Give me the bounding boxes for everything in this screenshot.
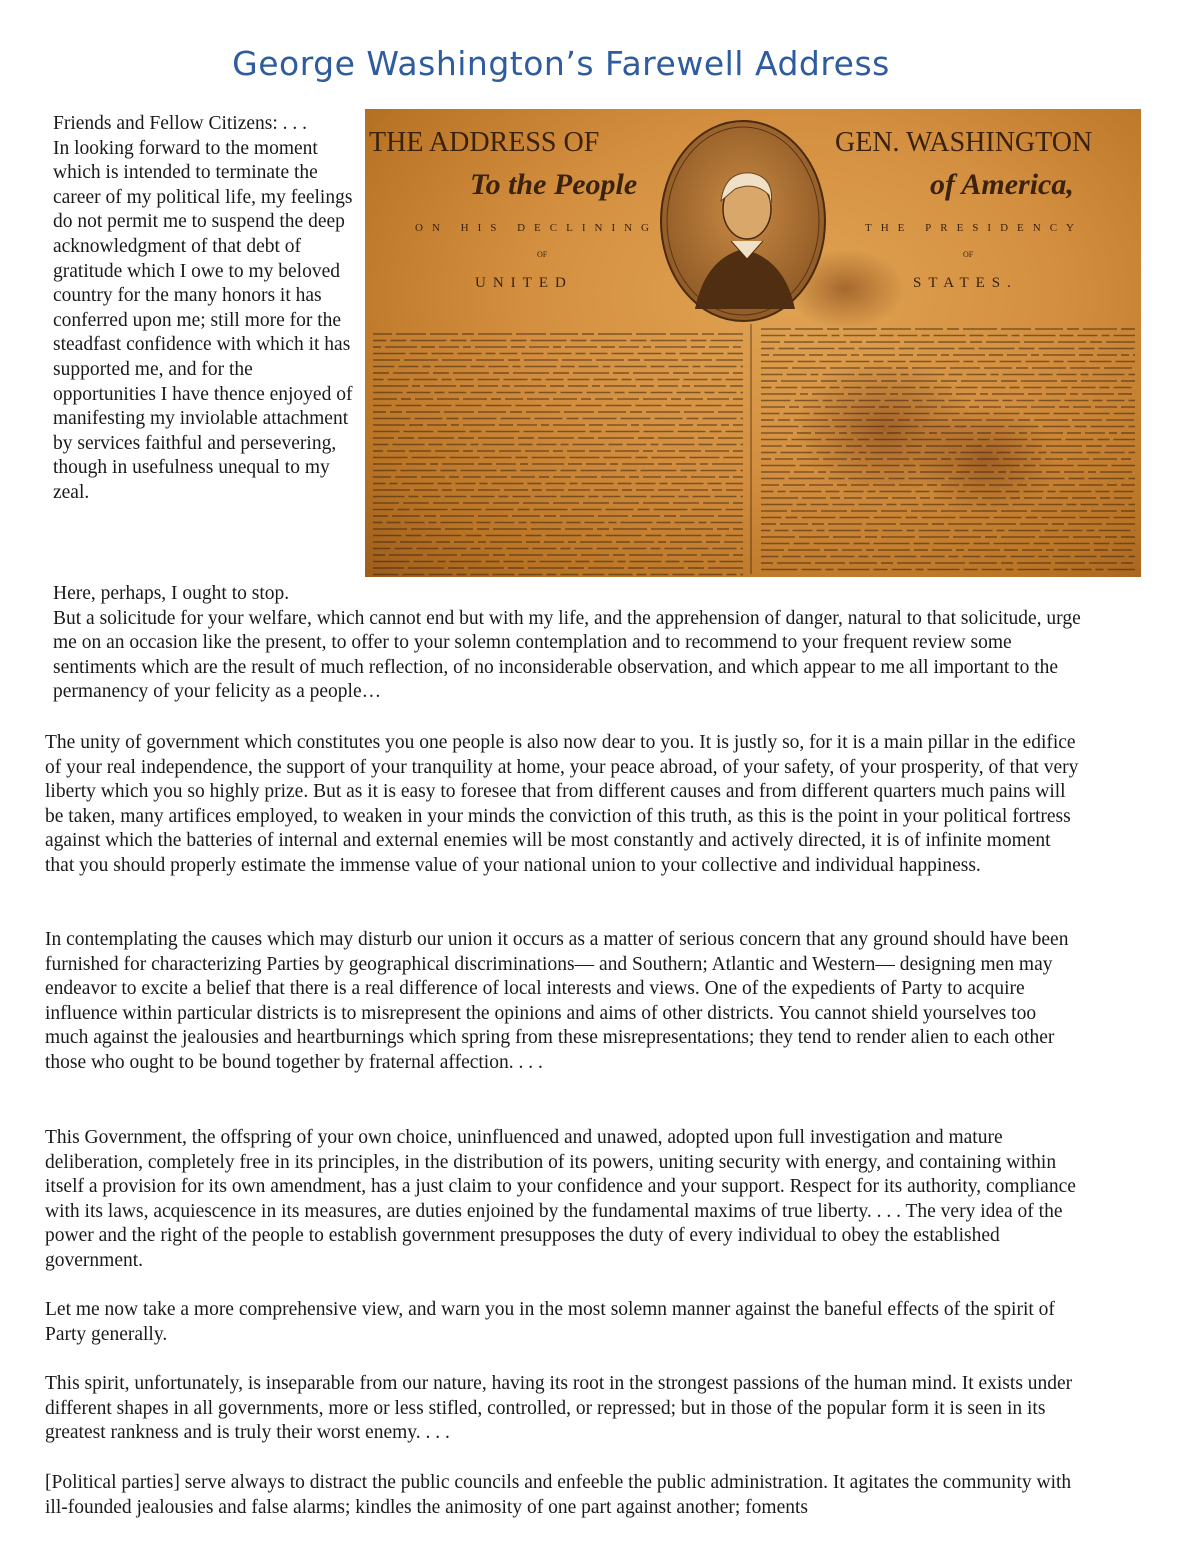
paragraph-spirit-of-party: This spirit, unfortunately, is inseparable from our nature, having its root in the strongest passions of the human mind. It exists under different shapes in all governments, more or less stifled, controlled, or repressed; but in those of the popular form it is seen in its greatest rankness and is truly their worst enemy. . . .: [45, 1373, 1073, 1444]
broadside-line3-left: ON HIS DECLINING: [415, 222, 658, 234]
portrait-medallion: [661, 121, 825, 321]
broadside-subheading-right: of America,: [930, 168, 1074, 201]
salutation: Friends and Fellow Citizens: . . .: [53, 113, 308, 134]
paragraph-unity: The unity of government which constitutes you one people is also now dear to you. It is justly so, for it is a main pillar in the edifice of your real independence, the support of your tranquility at home, your peace abroad, of your safety, of your prosperity, of that very liberty which you so highly prize. But as it is easy to foresee that from different causes and from different quarters much pains will be taken, many artifices employed, to weaken in your minds the conviction of this truth, as this is the point in your political fortress against which the batteries of internal and external enemies will be most constantly and actively directed, it is of infinite moment that you should properly estimate the immense value of your national union to your collective and individual happiness.: [45, 732, 1079, 876]
broadside-of-right: OF: [963, 250, 974, 259]
paragraph-comprehensive-view: Let me now take a more comprehensive view, and warn you in the most solemn manner against the baneful effects of the spirit of Party generally.: [45, 1299, 1055, 1345]
broadside-subheading-left: To the People: [470, 168, 638, 201]
paragraph-government: This Government, the offspring of your own choice, uninfluenced and unawed, adopted upon full investigation and mature deliberation, completely free in its principles, in the distribution of its powers, uniting security with energy, and containing within itself a provision for its own amendment, has a just claim to your confidence and your support. Respect for its authority, compliance with its laws, acquiescence in its measures, are duties enjoined by the fundamental maxims of true liberty. . . . The very idea of the power and the right of the people to establish government presupposes the duty of every individual to obey the established government.: [45, 1127, 1076, 1271]
broadside-fine-print: [373, 329, 1135, 575]
intro-block: [53, 112, 353, 506]
broadside-line3-right: THE PRESIDENCY: [865, 222, 1083, 234]
paragraph-union: In contemplating the causes which may disturb our union it occurs as a matter of serious concern that any ground should have been furnished for characterizing Parties by geographical discriminations— and Southern; Atlantic and Western— designing men may endeavor to excite a belief that there is a real difference of local interests and views. One of the expedients of Party to acquire influence within particular districts is to misrepresent the opinions and aims of other districts. You cannot shield yourselves too much against the jealousies and heartburnings which spring from these misrepresentations; they tend to render alien to each other those who ought to be bound together by fraternal affection. . . .: [45, 929, 1069, 1073]
broadside-states: STATES.: [913, 275, 1018, 291]
page-title: George Washington’s Farewell Address: [232, 44, 890, 83]
broadside-image: [365, 109, 1141, 577]
broadside-heading-right: GEN. WASHINGTON: [835, 127, 1093, 158]
broadside-illustration: [365, 109, 1141, 577]
broadside-heading-left: THE ADDRESS OF: [369, 127, 600, 158]
solicitude-paragraph: But a solicitude for your welfare, which cannot end but with my life, and the apprehension of danger, natural to that solicitude, urge me on an occasion like the present, to offer to your solemn contemplation and to recommend to your frequent review some sentiments which are the result of much reflection, of no inconsiderable observation, and which appear to me all important to the permanency of your felicity as a people…: [53, 607, 1081, 703]
intro-paragraph: In looking forward to the moment which is intended to terminate the career of my political life, my feelings do not permit me to suspend the deep acknowledgment of that debt of gratitude which I owe to my beloved country for the many honors it has conferred upon me; still more for the steadfast confidence with which it has supported me, and for the opportunities I have thence enjoyed of manifesting my inviolable attachment by services faithful and persevering, though in usefulness unequal to my zeal.: [53, 137, 353, 503]
stop-line: Here, perhaps, I ought to stop.: [53, 583, 290, 604]
paragraph-political-parties: [Political parties] serve always to distract the public councils and enfeeble the public administration. It agitates the community with ill-founded jealousies and false alarms; kindles the animosity of one part against another; foments: [45, 1472, 1072, 1518]
stop-block: [53, 582, 1083, 705]
broadside-united: UNITED: [475, 275, 573, 291]
broadside-of-left: OF: [537, 250, 548, 259]
